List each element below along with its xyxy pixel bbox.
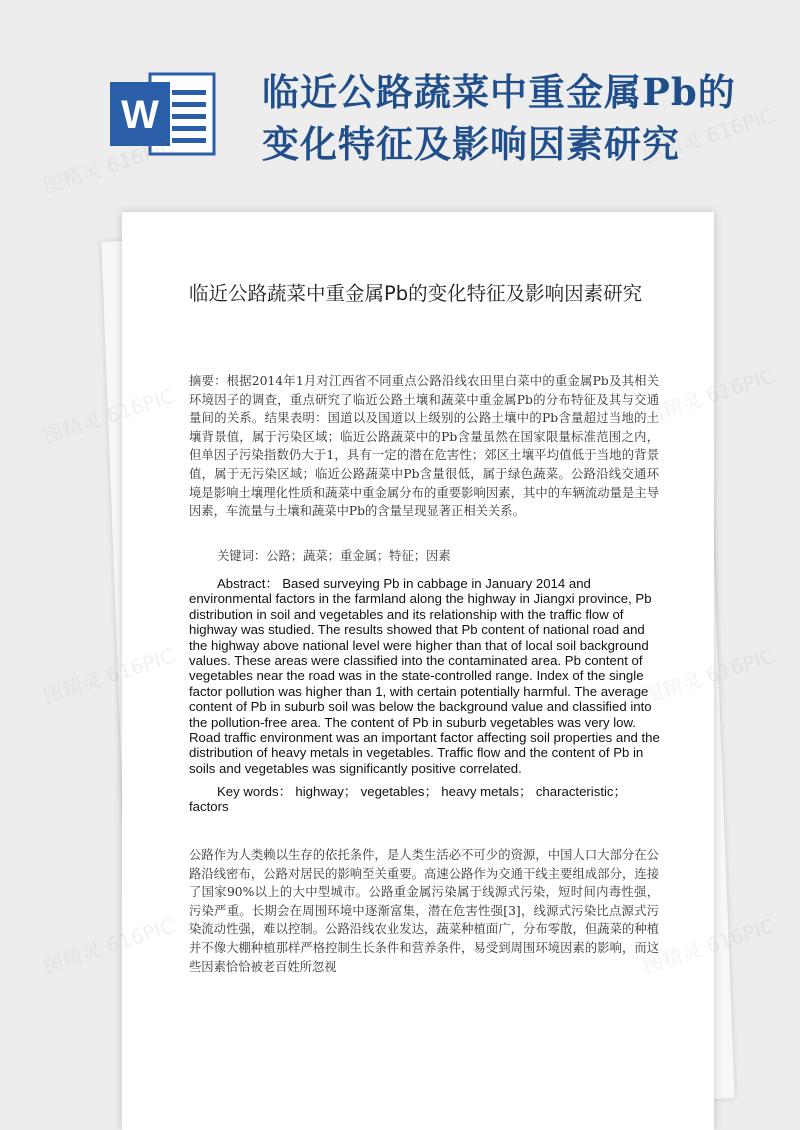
- banner-title: [262, 66, 782, 170]
- english-abstract: [189, 576, 661, 776]
- watermark: 616PIC: [703, 363, 778, 408]
- watermark: 图精灵 616PIC: [40, 913, 178, 979]
- banner-title-line2: 变化特征及影响因素研究: [262, 122, 680, 166]
- word-icon-letter: W: [121, 93, 159, 137]
- watermark: 616PIC: [703, 643, 778, 688]
- document-title: 临近公路蔬菜中重金属Pb的变化特征及影响因素研究: [189, 282, 643, 305]
- english-keywords: [189, 784, 661, 815]
- chinese-keywords: 关键词：公路；蔬菜；重金属；特征；因素: [217, 549, 451, 563]
- watermark: 图精灵 616PIC: [40, 133, 178, 199]
- banner-title-line1: 临近公路蔬菜中重金属Pb的: [262, 70, 736, 114]
- body-paragraph: 公路作为人类赖以生存的依托条件，是人类生活必不可少的资源，中国人口大部分在公路沿线密布，公路对居民的影响至关重要。高速公路作为交通干线主要组成部分，连接了国家90%以上的大中型城市。公路重金属污染属于线源式污染，短时间内毒性强，污染严重。长期会在周围环境中逐渐富集，潜在危害性强[3]，线源式污染比点源式污染流动性强，难以控制。公路沿线农业发达，蔬菜种植面广，分布零散，但蔬菜的种植并不像大棚种植那样严格控制生长条件和营养条件，易受到周围环境因素的影响，而这些因素恰恰被老百姓所忽视: [189, 848, 659, 974]
- english-keywords-text: Key words： highway； vegetables； heavy metals； characteristic； factors: [189, 784, 627, 815]
- watermark: 图精灵 616PIC: [640, 103, 778, 169]
- document-page: [122, 212, 714, 1130]
- english-abstract-text: Abstract： Based surveying Pb in cabbage in January 2014 and environmental factors in the farmland along the highway in Jiangxi province, Pb distribution in soil and vegetables and its relationship with the traffic flow of highway was studied. The results showed that Pb content of national road and the highway above national level were higher than that of local soil background values. These areas were classified into the contaminated area. Pb content of vegetables near the road was in the state-controlled range. Index of the single factor pollution was higher than 1, with certain potentially harmful. The average content of Pb in suburb soil was below the background value and classified into the pollution-free area. The content of Pb in suburb vegetables was very low. Road traffic environment was an important factor affecting soil properties and the distribution of heavy metals in vegetables. Traffic flow and the content of Pb in soils and vegetables was significantly positive correlated.: [189, 576, 660, 776]
- header-banner: [0, 0, 800, 210]
- watermark: 图精灵 616PIC: [40, 643, 178, 709]
- watermark: 616PIC: [703, 913, 778, 958]
- chinese-abstract: 摘要：根据2014年1月对江西省不同重点公路沿线农田里白菜中的重金属Pb及其相关环境因子的调查，重点研究了临近公路土壤和蔬菜中重金属Pb的分布特征及其与交通量间的关系。结果表明：国道以及国道以上级别的公路土壤中的Pb含量超过当地的土壤背景值，属于污染区域；临近公路蔬菜中的Pb含量虽然在国家限量标准范围之内，但单因子污染指数仍大于1，具有一定的潜在危害性；郊区土壤平均值低于当地的背景值，属于无污染区域；临近公路蔬菜中Pb含量很低，属于绿色蔬菜。公路沿线交通环境是影响土壤理化性质和蔬菜中重金属分布的重要影响因素，其中的车辆流动量是主导因素，车流量与土壤和蔬菜中Pb的含量呈现显著正相关关系。: [189, 374, 659, 519]
- watermark: 图精灵: [40, 407, 105, 449]
- word-document-icon: [110, 70, 218, 158]
